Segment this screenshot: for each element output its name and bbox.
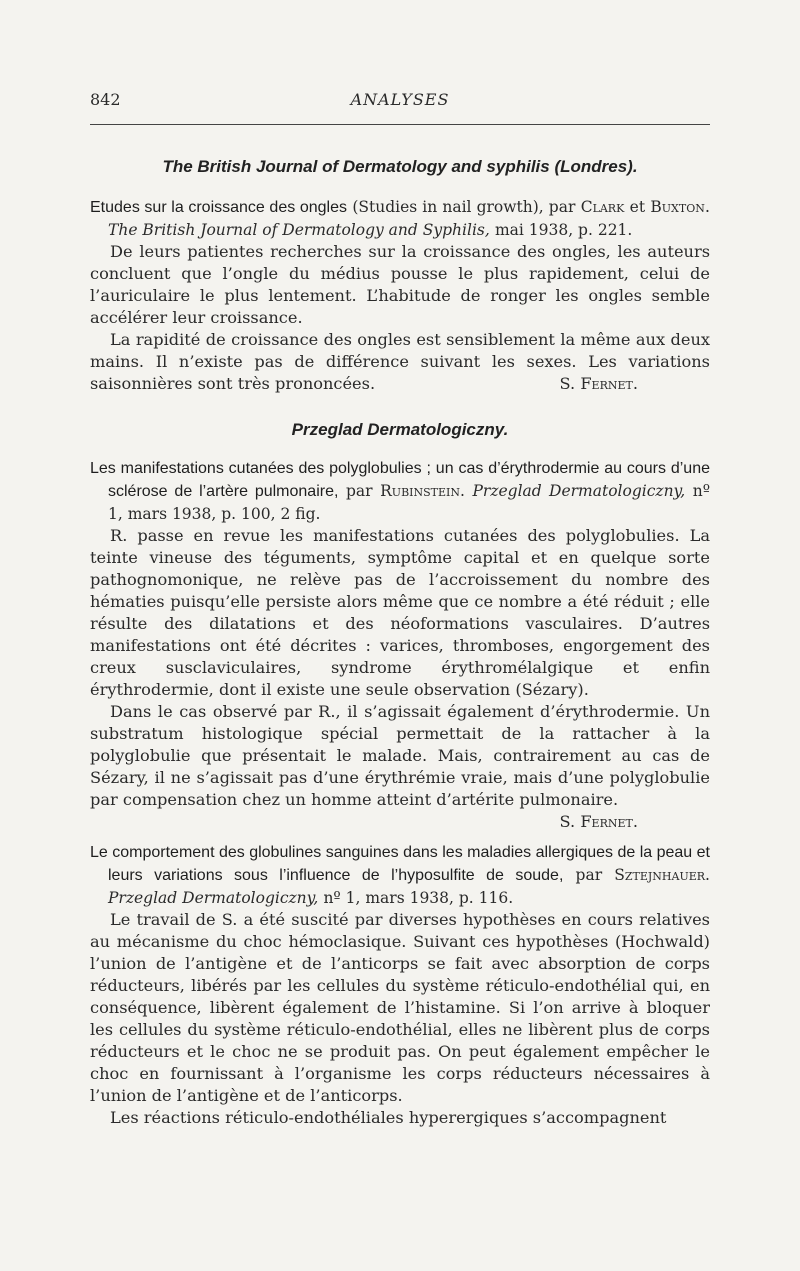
journal-title-bjd: The British Journal of Dermatology and syphilis (Londres).	[162, 157, 638, 176]
article-heading-globulines	[90, 841, 710, 909]
signature: S. Fernet.	[559, 374, 638, 393]
citation-pre: par	[575, 866, 603, 884]
citation-pre: (Studies in nail growth), par	[352, 198, 576, 216]
page-body	[90, 156, 710, 1129]
abstract-paragraph: Les réactions réticulo-endothéliales hyperergiques s’accompagnent	[110, 1108, 667, 1127]
journal-title-przeglad: Przeglad Dermatologiczny.	[291, 420, 509, 439]
header-rule	[90, 124, 710, 125]
citation-journal: Przeglad Dermatologiczny,	[108, 889, 319, 907]
page-number: 842	[90, 90, 121, 109]
article-title: Les manifestations cutanées des polyglobulies ; un cas d’érythrodermie au cours d’une sclérose de l’artère pulmonaire,	[90, 460, 710, 500]
abstract-paragraph: R. passe en revue les manifestations cutanées des polyglobulies. La teinte vineuse des téguments, symptôme capital et en quelque sorte pathognomonique, ne relève pas de l’accroissement du nombre des hématies puisqu’elle persiste alors même que ce nombre a été réduit ; elle résulte des dilatations et des néoformations vasculaires. D’autres manifestations ont été décrites : varices, thromboses, engorgement des creux susclaviculaires, syndrome érythromélalgique et enfin érythrodermie, dont il existe une seule observation (Sézary).	[90, 526, 710, 699]
article-heading-polyglobulies	[90, 457, 710, 525]
citation-tail: mai 1938, p. 221.	[494, 221, 633, 239]
signature: S. Fernet.	[559, 812, 638, 831]
author-name: Clark	[580, 198, 625, 216]
citation-tail: nº 1, mars 1938, p. 116.	[323, 889, 514, 907]
article-heading-nails: Etudes sur la croissance des ongles (Studies in nail growth), par Clark et Buxton. The British Journal of Dermatology and Syphilis, mai 1938, p. 221.	[90, 197, 711, 239]
article-title: Le comportement des globulines sanguines dans les maladies allergiques de la peau et leurs variations sous l’influence de l’hyposulfite de soude,	[90, 844, 710, 884]
citation-journal: Przeglad Dermatologiczny,	[472, 482, 686, 500]
citation-pre: par	[346, 482, 373, 500]
author-name: Sztejnhauer.	[614, 866, 710, 884]
running-head: ANALYSES	[350, 90, 450, 109]
article-title: Etudes sur la croissance des ongles	[90, 199, 347, 216]
citation-tail: nº 1, mars 1938, p. 100, 2 fig.	[108, 482, 711, 523]
citation-and: et	[629, 198, 646, 216]
citation-journal: The British Journal of Dermatology and Syphilis,	[108, 221, 490, 239]
author-name: Rubinstein.	[380, 482, 465, 500]
abstract-paragraph	[90, 329, 710, 395]
author-name: Buxton	[650, 198, 705, 216]
abstract-paragraph: Le travail de S. a été suscité par diverses hypothèses en cours relatives au mécanisme du choc hémoclasique. Suivant ces hypothèses (Hochwald) l’union de l’antigène et de l’anticorps se fait avec absorption de corps réducteurs, libérés par les cellules du système réticulo-endothélial qui, en conséquence, libèrent également de l’histamine. Si l’on arrive à bloquer les cellules du système réticulo-endothélial, elles ne libèrent plus de corps réducteurs et le choc ne se produit pas. On peut également empêcher le choc en fournissant à l’organisme les corps réducteurs nécessaires à l’union de l’antigène et de l’anticorps.	[90, 910, 710, 1105]
abstract-paragraph: Dans le cas observé par R., il s’agissait également d’érythrodermie. Un substratum histologique spécial permettait de la rattacher à la polyglobulie que présentait le malade. Mais, contrairement au cas de Sézary, il ne s’agissait pas d’une érythrémie vraie, mais d’une polyglobulie par compensation chez un homme atteint d’artérite pulmonaire.	[90, 702, 710, 809]
spacer	[90, 395, 710, 419]
page-header	[90, 90, 710, 112]
abstract-paragraph: De leurs patientes recherches sur la croissance des ongles, les auteurs concluent que l’ongle du médius pousse le plus rapidement, celui de l’auriculaire le plus lentement. L’habitude de ronger les ongles semble accélérer leur croissance.	[90, 242, 710, 327]
abstract-text: La rapidité de croissance des ongles est sensiblement la même aux deux mains. Il n’existe pas de différence suivant les sexes. Les variations saisonnières sont très prononcées.	[90, 330, 710, 393]
